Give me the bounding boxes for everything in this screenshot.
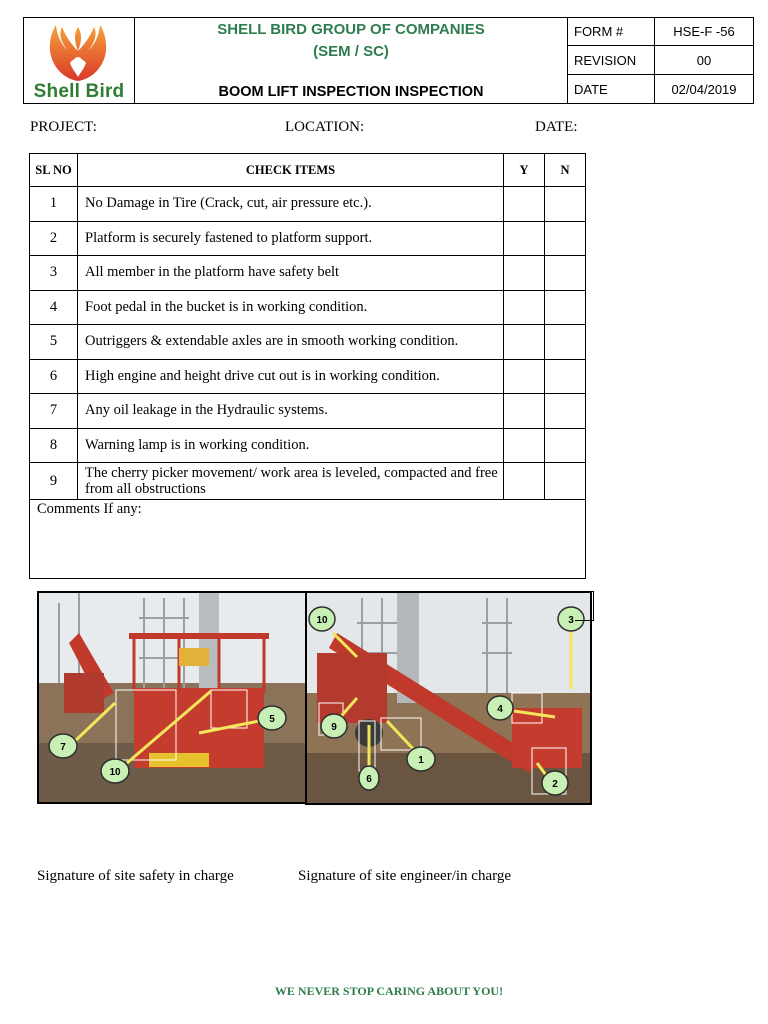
row-number: 7	[30, 394, 78, 429]
row-check-item: The cherry picker movement/ work area is leveled, compacted and free from all obstructions	[78, 463, 504, 500]
row-check-item: High engine and height drive cut out is in working condition.	[78, 359, 504, 394]
comments-label: Comments If any:	[37, 501, 142, 517]
marker-label: 7	[60, 742, 66, 753]
no-checkbox[interactable]	[545, 256, 586, 291]
form-header	[23, 17, 754, 103]
col-yes: Y	[504, 154, 545, 187]
footer-slogan: WE NEVER STOP CARING ABOUT YOU!	[274, 984, 504, 998]
row-number: 2	[30, 221, 78, 256]
site-illustration-left	[39, 593, 305, 802]
project-label: PROJECT:	[30, 119, 97, 135]
table-row	[30, 290, 586, 325]
no-checkbox[interactable]	[545, 187, 586, 222]
boom-lift-photo-left	[37, 591, 307, 804]
date-label: DATE	[568, 75, 655, 104]
no-checkbox[interactable]	[545, 463, 586, 500]
yes-checkbox[interactable]	[504, 256, 545, 291]
no-checkbox[interactable]	[545, 394, 586, 429]
no-checkbox[interactable]	[545, 325, 586, 360]
signature-engineer-label: Signature of site engineer/in charge	[298, 868, 511, 884]
logo-text: Shell Bird	[33, 81, 125, 102]
row-check-item: Outriggers & extendable axles are in smooth working condition.	[78, 325, 504, 360]
row-check-item: No Damage in Tire (Crack, cut, air pressure etc.).	[78, 187, 504, 222]
marker-label: 4	[497, 704, 503, 715]
no-checkbox[interactable]	[545, 221, 586, 256]
col-no: N	[545, 154, 586, 187]
table-row	[30, 187, 586, 222]
site-illustration-right	[307, 593, 590, 803]
row-check-item: Any oil leakage in the Hydraulic systems.	[78, 394, 504, 429]
row-check-item: All member in the platform have safety belt	[78, 256, 504, 291]
yes-checkbox[interactable]	[504, 221, 545, 256]
col-check-items: CHECK ITEMS	[78, 154, 504, 187]
yes-checkbox[interactable]	[504, 187, 545, 222]
marker-label: 5	[269, 714, 275, 725]
row-check-item: Platform is securely fastened to platform support.	[78, 221, 504, 256]
form-number-label: FORM #	[568, 18, 655, 46]
comments-box[interactable]	[30, 500, 586, 579]
date-value: 02/04/2019	[655, 75, 754, 104]
photo-frame-edge	[575, 591, 594, 621]
signature-safety-label: Signature of site safety in charge	[37, 868, 234, 884]
row-check-item: Warning lamp is in working condition.	[78, 428, 504, 463]
marker-label: 3	[568, 615, 574, 626]
revision-label: REVISION	[568, 46, 655, 75]
table-row	[30, 256, 586, 291]
boom-lift-photo-right	[305, 591, 592, 805]
col-sl-no: SL NO	[30, 154, 78, 187]
row-number: 5	[30, 325, 78, 360]
company-block	[135, 18, 568, 104]
company-subtitle: (SEM / SC)	[313, 43, 389, 60]
yes-checkbox[interactable]	[504, 428, 545, 463]
table-row	[30, 394, 586, 429]
location-label: LOCATION:	[285, 119, 365, 135]
table-row	[30, 428, 586, 463]
no-checkbox[interactable]	[545, 428, 586, 463]
marker-label: 6	[366, 774, 372, 785]
row-check-item: Foot pedal in the bucket is in working condition.	[78, 290, 504, 325]
company-name: SHELL BIRD GROUP OF COMPANIES	[217, 21, 485, 38]
marker-label: 1	[418, 755, 424, 766]
marker-label: 10	[316, 615, 328, 626]
row-number: 6	[30, 359, 78, 394]
row-number: 4	[30, 290, 78, 325]
checklist-table	[29, 153, 586, 579]
form-number-value: HSE-F -56	[655, 18, 754, 46]
row-number: 9	[30, 463, 78, 500]
no-checkbox[interactable]	[545, 359, 586, 394]
bird-logo-icon	[44, 23, 114, 85]
row-number: 1	[30, 187, 78, 222]
yes-checkbox[interactable]	[504, 290, 545, 325]
marker-label: 2	[552, 779, 558, 790]
form-title: BOOM LIFT INSPECTION INSPECTION	[218, 84, 484, 100]
table-row	[30, 359, 586, 394]
no-checkbox[interactable]	[545, 290, 586, 325]
row-number: 8	[30, 428, 78, 463]
marker-label: 9	[331, 722, 337, 733]
marker-label: 10	[109, 767, 121, 778]
table-row	[30, 325, 586, 360]
logo	[24, 18, 135, 104]
yes-checkbox[interactable]	[504, 463, 545, 500]
yes-checkbox[interactable]	[504, 394, 545, 429]
yes-checkbox[interactable]	[504, 359, 545, 394]
revision-value: 00	[655, 46, 754, 75]
row-number: 3	[30, 256, 78, 291]
table-row	[30, 221, 586, 256]
date-field-label: DATE:	[535, 119, 578, 135]
table-row	[30, 463, 586, 500]
checklist-header	[30, 154, 586, 187]
yes-checkbox[interactable]	[504, 325, 545, 360]
